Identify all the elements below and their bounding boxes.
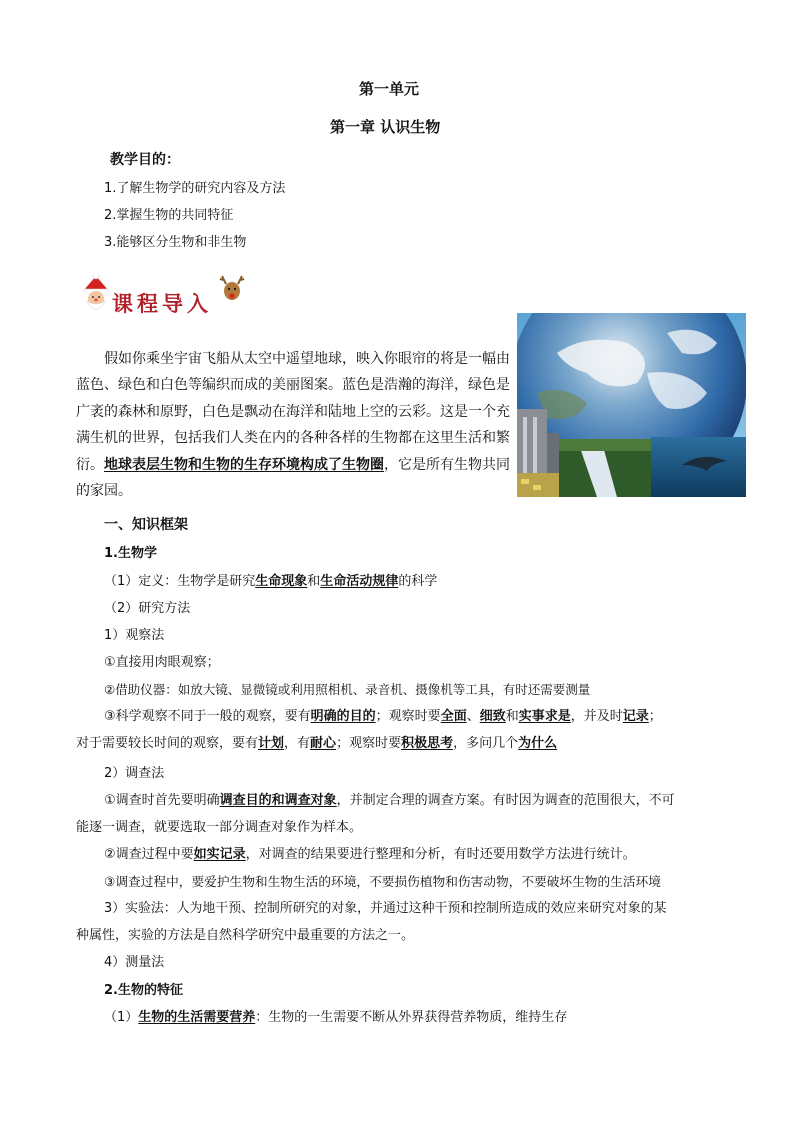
goal-item: 3.能够区分生物和非生物 [104, 235, 247, 250]
chapter-title: 第一章 认识生物 [330, 118, 441, 136]
section-features: 2.生物的特征 [104, 983, 183, 998]
intro-line: 满生机的世界，包括我们人类在内的各种各样的生物都在这里生活和繁 [76, 430, 510, 446]
unit-title: 第一单元 [359, 80, 420, 98]
definition-line: （1）定义：生物学是研究生命现象和生命活动规律的科学 [104, 574, 438, 589]
intro-line: 假如你乘坐宇宙飞船从太空中遥望地球，映入你眼帘的将是一幅由 [104, 351, 510, 367]
goals-heading: 教学目的： [110, 152, 180, 168]
earth-collage-image [517, 313, 746, 497]
observation-heading: 1）观察法 [104, 628, 165, 643]
intro-line: 蓝色、绿色和白色等编织而成的美丽图案。蓝色是浩瀚的海洋，绿色是 [76, 377, 510, 393]
obs-item: ①直接用肉眼观察； [104, 655, 220, 670]
experiment-line: 3）实验法：人为地干预、控制所研究的对象，并通过这种干预和控制所造成的效应来研究对象的某 [104, 901, 667, 916]
survey-item: ②调查过程中要如实记录，对调查的结果要进行整理和分析，有时还要用数学方法进行统计。 [104, 847, 636, 862]
obs-item: ③科学观察不同于一般的观察，要有明确的目的；观察时要全面、细致和实事求是，并及时记录； [104, 709, 662, 724]
intro-line: 的家园。 [76, 483, 132, 499]
methods-line: （2）研究方法 [104, 601, 191, 616]
survey-item: 能逐一调查，就要选取一部分调查对象作为样本。 [76, 820, 363, 835]
measurement-heading: 4）测量法 [104, 955, 165, 970]
intro-line: 衍。地球表层生物和生物的生存环境构成了生物圈，它是所有生物共同 [76, 457, 510, 473]
biosphere-definition: 地球表层生物和生物的生存环境构成了生物圈 [104, 457, 384, 473]
course-intro-label: 课程导入 [112, 291, 212, 316]
obs-item: 对于需要较长时间的观察，要有计划，有耐心；观察时要积极思考，多问几个为什么 [76, 736, 558, 751]
feature-item: （1）生物的生活需要营养：生物的一生需要不断从外界获得营养物质，维持生存 [104, 1010, 568, 1025]
survey-item: ③调查过程中，要爱护生物和生物生活的环境，不要损伤植物和伤害动物，不要破坏生物的生活环境 [104, 874, 661, 889]
goal-item: 1.了解生物学的研究内容及方法 [104, 181, 286, 196]
framework-heading: 一、知识框架 [104, 517, 188, 533]
obs-item: ②借助仪器：如放大镜、显微镜或利用照相机、录音机、摄像机等工具，有时还需要测量 [104, 682, 591, 697]
intro-line: 广袤的森林和原野，白色是飘动在海洋和陆地上空的云彩。这是一个充 [76, 404, 510, 420]
experiment-line: 种属性，实验的方法是自然科学研究中最重要的方法之一。 [76, 928, 415, 943]
goal-item: 2.掌握生物的共同特征 [104, 208, 234, 223]
course-intro-banner [78, 274, 248, 318]
survey-heading: 2）调查法 [104, 766, 165, 781]
section-biology: 1.生物学 [104, 546, 157, 561]
survey-item: ①调查时首先要明确调查目的和调查对象，并制定合理的调查方案。有时因为调查的范围很大，不可 [104, 793, 675, 808]
reindeer-icon [218, 274, 246, 304]
